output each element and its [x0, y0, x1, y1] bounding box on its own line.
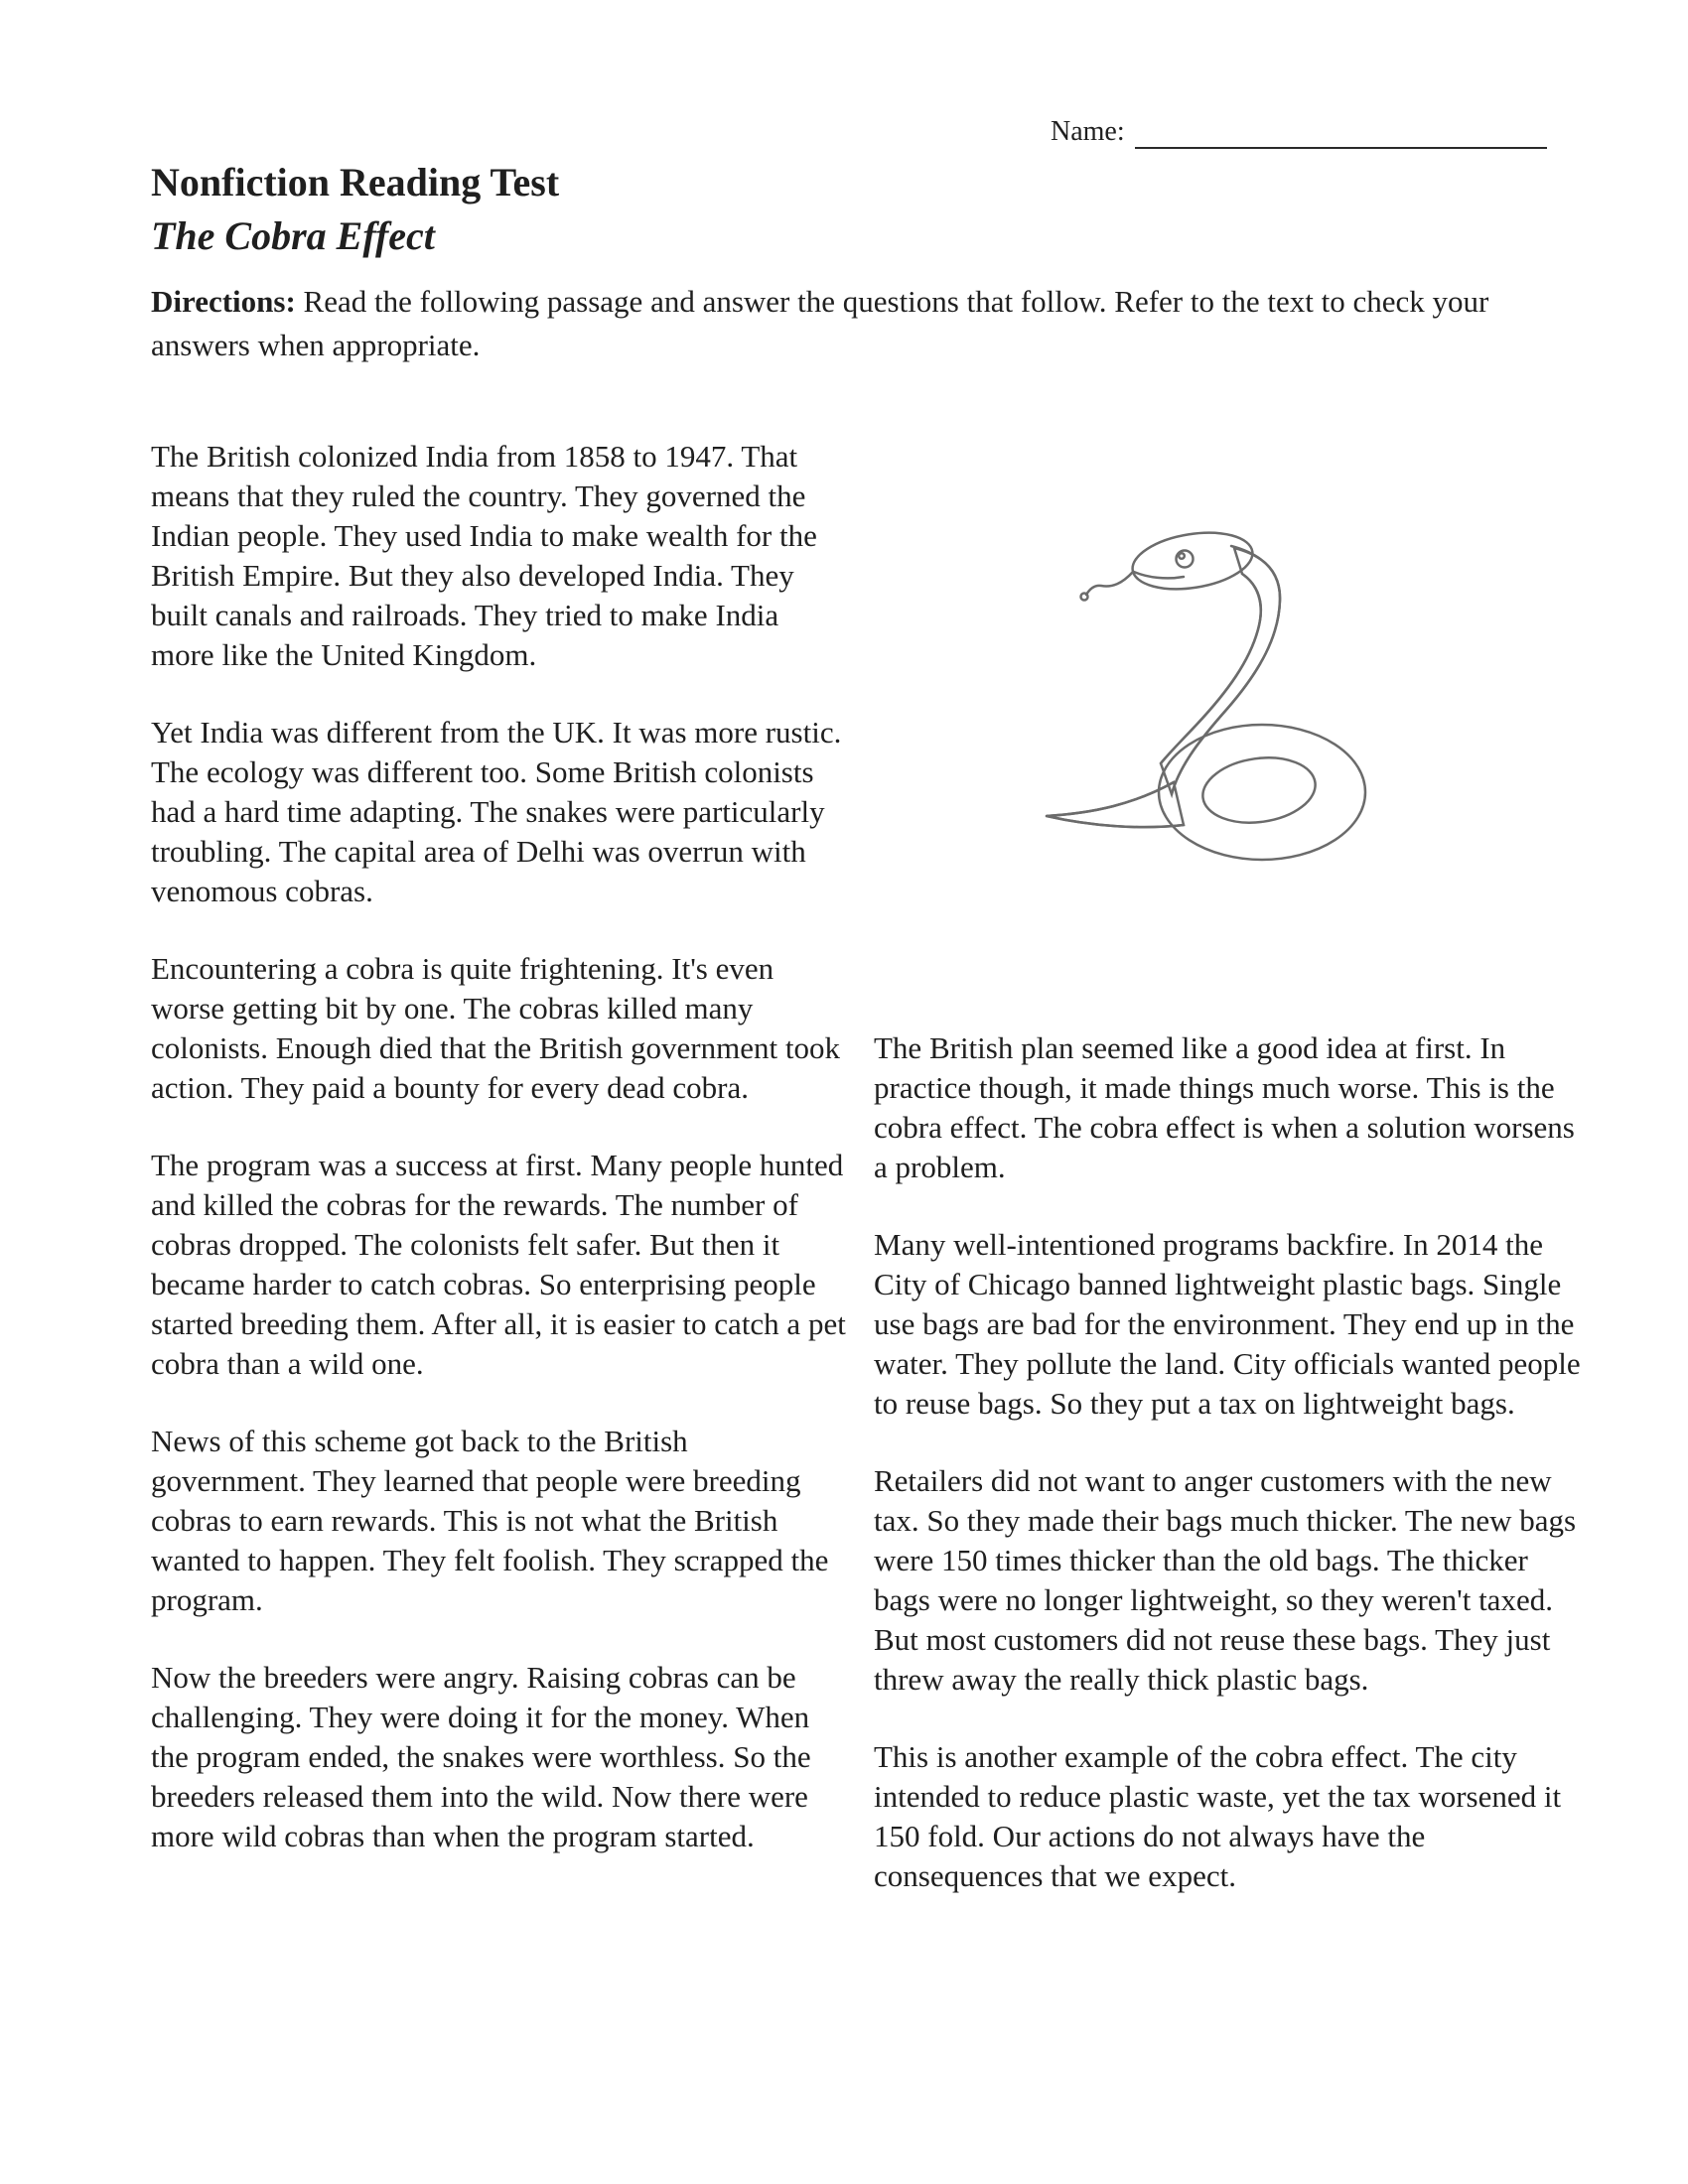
snake-eye	[1177, 551, 1194, 568]
snake-tail-lower	[1047, 816, 1184, 827]
name-field	[1051, 115, 1547, 149]
passage-left-column	[151, 437, 846, 1894]
name-label: Name:	[1051, 116, 1125, 147]
passage-paragraph: News of this scheme got back to the British government. They learned that people were breeding cobras to earn rewards. This is not what the British wanted to happen. They felt foolish. They scrapped the program.	[151, 1424, 829, 1617]
directions	[151, 280, 1541, 367]
name-input-line[interactable]	[1135, 119, 1547, 149]
snake-eye-pupil	[1179, 553, 1185, 559]
passage-paragraph: The program was a success at first. Many people hunted and killed the cobras for the rewards. The number of cobras dropped. The colonists felt safer. But then it became harder to catch cobras. So enterprising people started breeding them. After all, it is easier to catch a pet cobra than a wild one.	[151, 1148, 846, 1381]
directions-label: Directions:	[151, 284, 296, 319]
cobra-snake-illustration	[1033, 516, 1390, 884]
page-subtitle: The Cobra Effect	[151, 213, 435, 258]
snake-coil-outline	[1159, 725, 1365, 860]
snake-tail-upper	[1047, 782, 1174, 816]
passage-paragraph: The British plan seemed like a good idea at first. In practice though, it made things much worse. This is the cobra effect. The cobra effect is when a solution worsens a problem.	[874, 1030, 1575, 1184]
passage-paragraph: The British colonized India from 1858 to 1947. That means that they ruled the country. They governed the Indian people. They used India to make wealth for the British Empire. But they also developed India. They built canals and railroads. They tried to make India more like the United Kingdom.	[151, 439, 817, 672]
passage-paragraph: Yet India was different from the UK. It was more rustic. The ecology was different too. Some British colonists had a hard time adapting. The snakes were particularly troubling. The capital area of Delhi was overrun with venomous cobras.	[151, 715, 842, 908]
passage-paragraph: This is another example of the cobra effect. The city intended to reduce plastic waste, yet the tax worsened it 150 fold. Our actions do not always have the consequences that we expect.	[874, 1739, 1562, 1893]
passage-paragraph: Now the breeders were angry. Raising cobras can be challenging. They were doing it for the money. When the program ended, the snakes were worthless. So the breeders released them into the wild. Now there were more wild cobras than when the program started.	[151, 1660, 811, 1853]
snake-mouth	[1134, 572, 1184, 578]
passage-paragraph: Many well-intentioned programs backfire. In 2014 the City of Chicago banned lightweight plastic bags. Single use bags are bad for the environment. They end up in the water. They pollute the land. City officials wanted people to reuse bags. So they put a tax on lightweight bags.	[874, 1227, 1581, 1421]
passage-paragraph: Retailers did not want to anger customers with the new tax. So they made their bags much thicker. The new bags were 150 times thicker than the old bags. The thicker bags were no longer lightweight, so they weren't taxed. But most customers did not reuse these bags. They just threw away the really thick plastic bags.	[874, 1463, 1577, 1697]
snake-tongue-tip	[1081, 594, 1088, 601]
snake-tongue	[1086, 572, 1133, 595]
directions-text: Read the following passage and answer the questions that follow. Refer to the text to check your answers when appropriate.	[151, 284, 1489, 362]
page-title: Nonfiction Reading Test	[151, 160, 560, 205]
passage-right-column	[874, 1028, 1581, 1934]
passage-paragraph: Encountering a cobra is quite frightening. It's even worse getting bit by one. The cobras killed many colonists. Enough died that the British government took action. They paid a bounty for every dead cobra.	[151, 951, 840, 1105]
snake-coil-hole	[1198, 751, 1320, 829]
header-block	[151, 159, 559, 260]
snake-neck-inner	[1161, 574, 1261, 763]
